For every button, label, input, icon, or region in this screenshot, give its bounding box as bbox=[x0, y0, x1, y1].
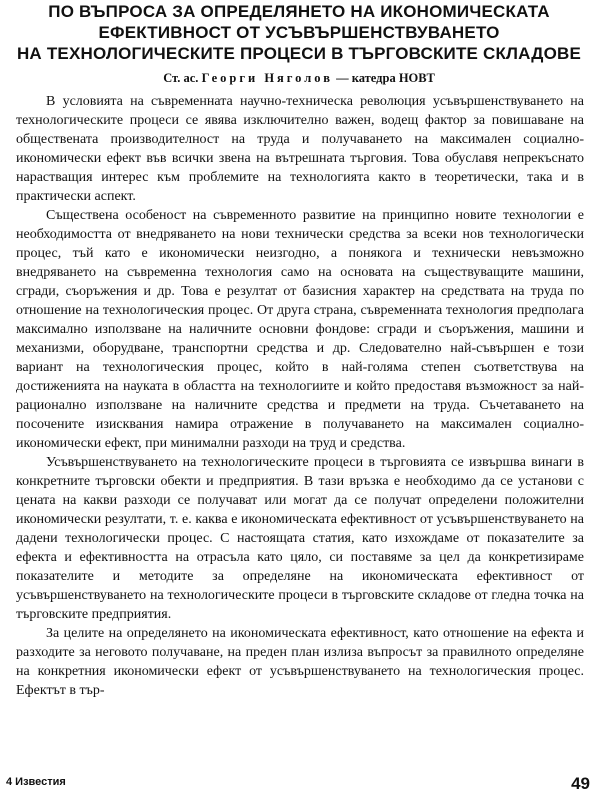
body-paragraph: В условията на съвременната научно-техническа революция усъвършенствуването на технологическите процеси се явява изключително важен, водещ фактор за повишаване на обществената производителност на труда и получаването на максимален социално-икономически ефект във всички звена на вътрешната търговия. Това обуславя непрекъснато нарастващия интерес към проблемите на технологията както в теоретически, така и в практически аспект. bbox=[16, 94, 584, 204]
article-title bbox=[6, 0, 592, 64]
title-line: НА ТЕХНОЛОГИЧЕСКИТЕ ПРОЦЕСИ В ТЪРГОВСКИТЕ СКЛАДОВЕ bbox=[16, 44, 582, 63]
title-line: ЕФЕКТИВНОСТ ОТ УСЪВЪРШЕНСТВУВАНЕТО bbox=[98, 23, 500, 42]
body-paragraph: Усъвършенствуването на технологическите процеси в търговията се извършва винаги в конкретните търговски обекти и предприятия. В тази връзка е необходимо да се установи с цената на какви разходи се получават или могат да се получат определени положителни икономически резултати, т. е. каква е икономическата ефективност от усъвършенствуването на дадени технологически процес. С настоящата статия, като изхождаме от показателите за ефекта и ефективността на отрасъла като цяло, си поставяме за цел да конкретизираме показателите и методите за определяне на икономическата ефективност от усъвършенствуването на технологическите процеси в търговските складове от гледна точка на търговските предприятия. bbox=[16, 455, 584, 622]
author-rank: Ст. ас. bbox=[163, 71, 199, 85]
body-paragraph: За целите на определянето на икономическата ефективност, като отношение на ефекта и разходите за неговото получаване, на преден план излиза въпросът за правилното определяне на конкретния икономически ефект от усъвършенствуването на технологическия процес. Ефектът в тър- bbox=[16, 626, 584, 698]
title-line: ПО ВЪПРОСА ЗА ОПРЕДЕЛЯНЕТО НА ИКОНОМИЧЕСКАТА bbox=[48, 2, 550, 21]
author-name: Георги Няголов bbox=[201, 71, 333, 85]
author-affiliation: — катедра НОВТ bbox=[336, 71, 435, 85]
body-paragraph: Съществена особеност на съвременното развитие на принципно новите технологии е необходимостта от внедряването на нови технически средства за всеки нов технологически процес, тъй като е икономически неизгодно, а понякога и технически невъзможно внедряването на съвременна технология само на основата на съществуващите машини, сгради, съоръжения и др. Това е резултат от базисния характер на средствата на труда по отношение на технологическия процес. От друга страна, съвременната технология предполага максимално използване на наличните основни фондове: сгради и съоръжения, машини и механизми, оборудване, транспортни средства и др. Следователно най-съвършен е този вариант на технологическия процес, който в най-голяма степен съответствува на достиженията на науката в областта на технологиите и който предоставя възможност за най-рационално използване на наличните средства и предмети на труда. Съчетаването на посочените изисквания намира отражение в получаването на максимален социално-икономически ефект, при минимални разходи на труд и средства. bbox=[16, 208, 584, 451]
journal-footer: 4 Известия bbox=[6, 776, 66, 788]
author-byline bbox=[6, 70, 592, 86]
page-number: 49 bbox=[571, 774, 590, 793]
article-body bbox=[6, 92, 592, 700]
